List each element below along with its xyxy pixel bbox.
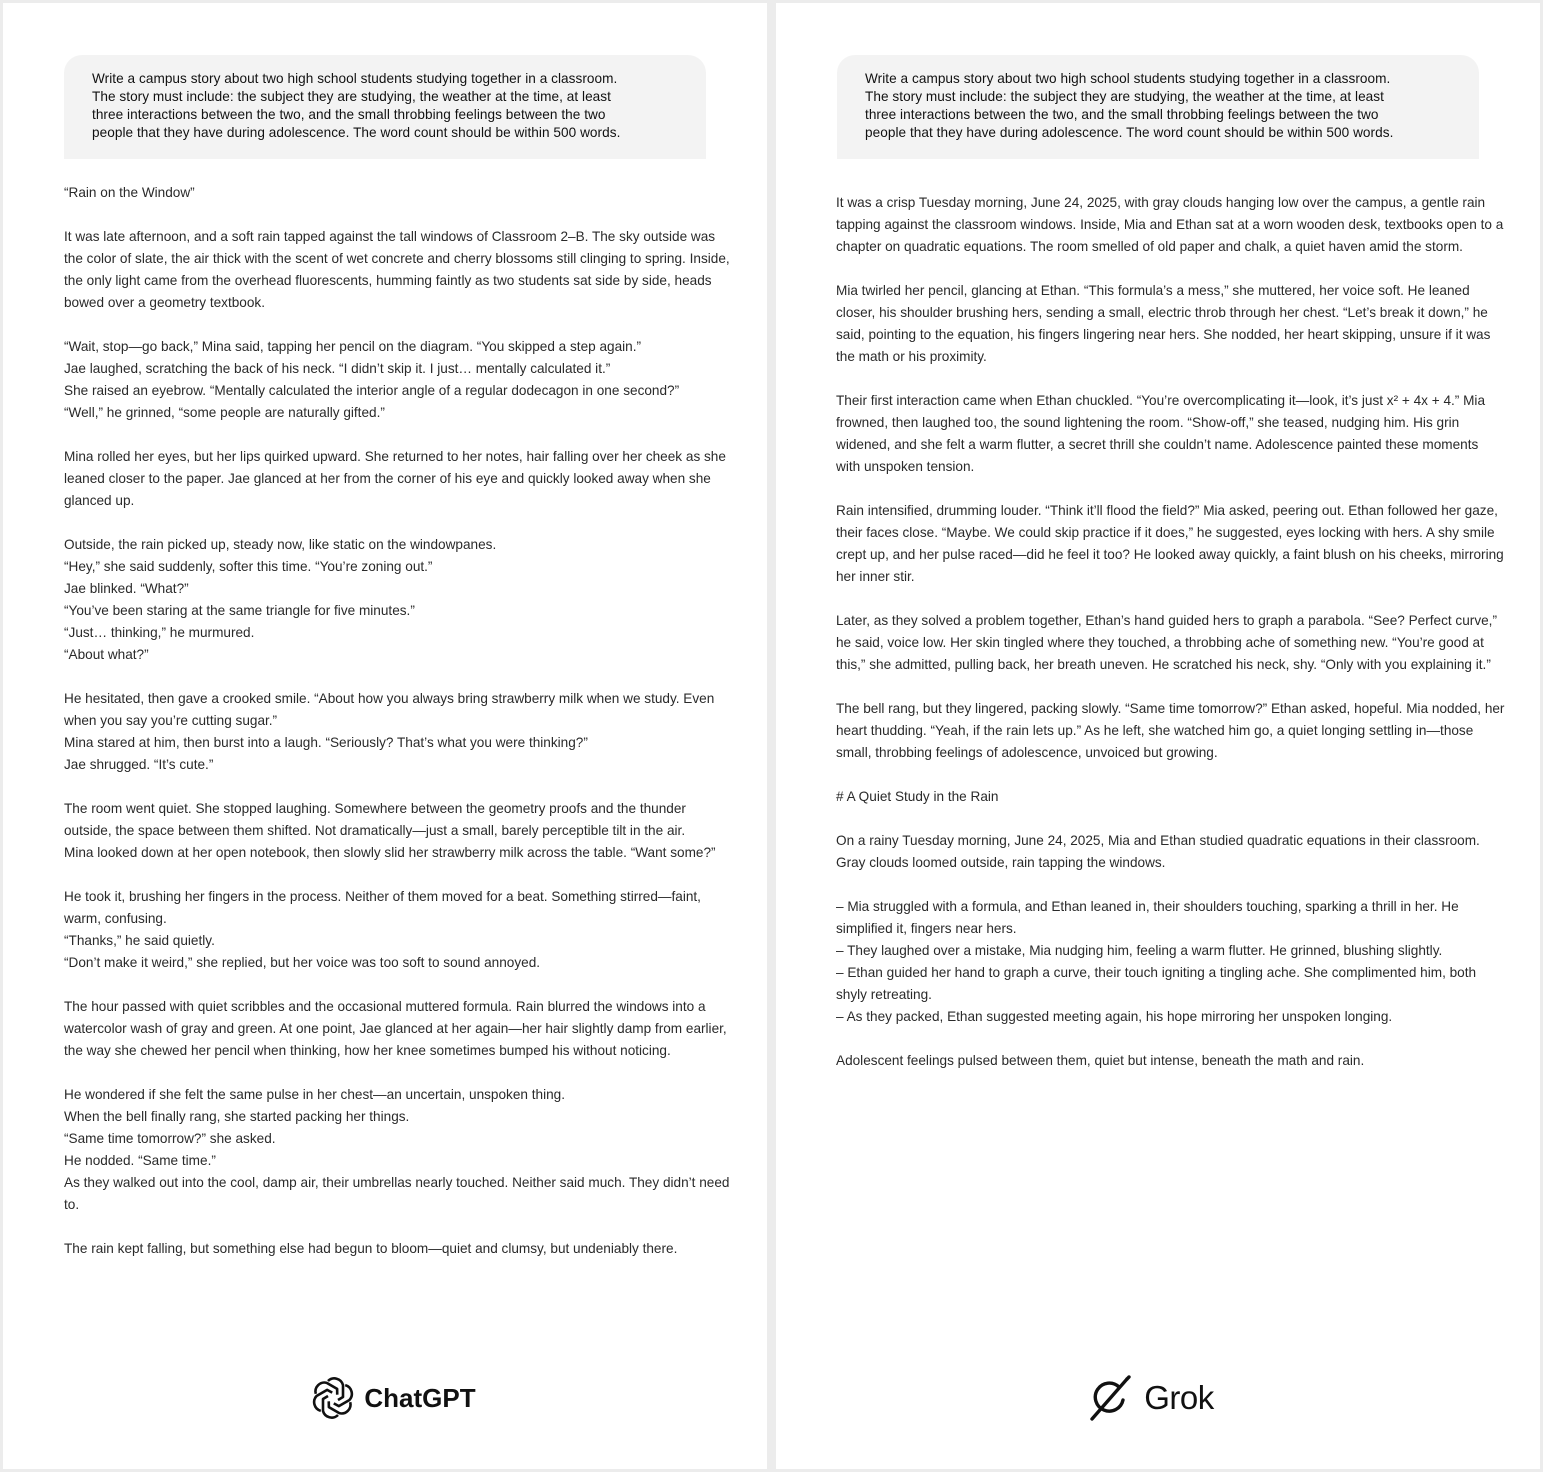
response-paragraph: He took it, brushing her fingers in the process. Neither of them moved for a beat. Something stirred—faint, warm, confusing. “Thanks,” he said quietly. “Don’t make it weird,” she replied, but her voice was too soft to sound annoyed. [64,889,701,970]
grok-brand-name: Grok [1144,1379,1214,1416]
chatgpt-response [64,182,734,1260]
response-paragraph: Mia twirled her pencil, glancing at Ethan. “This formula’s a mess,” she muttered, her voice soft. He leaned closer, his shoulder brushing hers, sending a small, electric throb through her chest. “Let’s break it down,” he said, pointing to the equation, his fingers lingering near hers. She nodded, her heart skipping, unsure if it was the math or his proximity. [836,283,1491,364]
chatgpt-panel [3,3,767,1469]
response-title: “Rain on the Window” [64,185,195,200]
chatgpt-brand [3,1371,767,1425]
response-paragraph: It was a crisp Tuesday morning, June 24, 2025, with gray clouds hanging low over the campus, a gentle rain tapping against the classroom windows. Inside, Mia and Ethan sat at a worn wooden desk, textbooks open to a chapter on quadratic equations. The room smelled of old paper and chalk, a quiet haven amid the storm. [836,195,1504,254]
response-paragraph: On a rainy Tuesday morning, June 24, 2025, Mia and Ethan studied quadratic equations in their classroom. Gray clouds loomed outside, rain tapping the windows. [836,833,1480,870]
response-paragraph: Rain intensified, drumming louder. “Think it’ll flood the field?” Mia asked, peering out. Ethan followed her gaze, their faces close. “Maybe. We could skip practice if it does,” he suggested, eyes locking with hers. A shy smile crept up, and her pulse raced—did he feel it too? He looked away quickly, a faint blush on his cheeks, mirroring her inner stir. [836,503,1504,584]
response-paragraph: The rain kept falling, but something else had begun to bloom—quiet and clumsy, but undeniably there. [64,1241,678,1256]
grok-brand [776,1371,1540,1425]
user-prompt-text: Write a campus story about two high school students studying together in a classroom. The story must include: the subject they are studying, the weather at the time, at least three interactions between the two, and the small throbbing feelings between the two people that they have during adolescence. The word count should be within 500 words. [92,71,621,140]
response-paragraph: Their first interaction came when Ethan chuckled. “You’re overcomplicating it—look, it’s just x² + 4x + 4.” Mia frowned, then laughed too, the sound lightening the room. “Show-off,” she teased, nudging him. His grin widened, and she felt a warm flutter, a secret thrill she couldn’t name. Adolescence painted these moments with unspoken tension. [836,393,1486,474]
response-paragraph: Adolescent feelings pulsed between them, quiet but intense, beneath the math and rain. [836,1053,1365,1068]
grok-response [836,192,1506,1072]
user-prompt-bubble [64,55,706,159]
grok-panel [776,3,1540,1469]
response-paragraph: It was late afternoon, and a soft rain tapped against the tall windows of Classroom 2–B. The sky outside was the color of slate, the air thick with the scent of wet concrete and cherry blossoms still clinging to spring. Inside, the only light came from the overhead fluorescents, humming faintly as two students sat side by side, heads bowed over a geometry textbook. [64,229,730,310]
response-paragraph: He hesitated, then gave a crooked smile. “About how you always bring strawberry milk when we study. Even when you say you’re cutting sugar.” Mina stared at him, then burst into a laugh. “Seriously? That’s what you were thinking?” Jae shrugged. “It’s cute.” [64,691,715,772]
openai-logo-icon [310,1375,356,1421]
user-prompt-text: Write a campus story about two high school students studying together in a classroom. The story must include: the subject they are studying, the weather at the time, at least three interactions between the two, and the small throbbing feelings between the two people that they have during adolescence. The word count should be within 500 words. [865,71,1394,140]
response-paragraph: Later, as they solved a problem together, Ethan’s hand guided hers to graph a parabola. “See? Perfect curve,” he said, voice low. Her skin tingled where they touched, a throbbing ache of something new. “You’re good at this,” she admitted, pulling back, her breath uneven. He scratched his neck, shy. “Only with you explaining it.” [836,613,1497,672]
response-list: – Mia struggled with a formula, and Ethan leaned in, their shoulders touching, sparking a thrill in her. He simplified it, fingers near hers. – They laughed over a mistake, Mia nudging him, feeling a warm flutter. He grinned, blushing slightly. – Ethan guided her hand to graph a curve, their touch igniting a tingling ache. She complimented him, both shyly retreating. – As they packed, Ethan suggested meeting again, his hope mirroring her unspoken longing. [836,899,1477,1024]
response-paragraph: Outside, the rain picked up, steady now, like static on the windowpanes. “Hey,” she said suddenly, softer this time. “You’re zoning out.” Jae blinked. “What?” “You’ve been staring at the same triangle for five minutes.” “Just… thinking,” he murmured. “About what?” [64,537,497,662]
response-paragraph: The room went quiet. She stopped laughing. Somewhere between the geometry proofs and the thunder outside, the space between them shifted. Not dramatically—just a small, barely perceptible tilt in the air. Mina looked down at her open notebook, then slowly slid her strawberry milk across the table. “Want some?” [64,801,716,860]
user-prompt-bubble [837,55,1479,159]
response-paragraph: He wondered if she felt the same pulse in her chest—an uncertain, unspoken thing. When the bell finally rang, she started packing her things. “Same time tomorrow?” she asked. He nodded. “Same time.” As they walked out into the cool, damp air, their umbrellas nearly touched. Neither said much. They didn’t need to. [64,1087,730,1212]
response-paragraph: The hour passed with quiet scribbles and the occasional muttered formula. Rain blurred the windows into a watercolor wash of gray and green. At one point, Jae glanced at her again—her hair slightly damp from earlier, the way she chewed her pencil when thinking, how her knee sometimes bumped his without noticing. [64,999,727,1058]
response-paragraph: “Wait, stop—go back,” Mina said, tapping her pencil on the diagram. “You skipped a step again.” Jae laughed, scratching the back of his neck. “I didn’t skip it. I just… mentally calculated it.” She raised an eyebrow. “Mentally calculated the interior angle of a regular dodecagon in one second?” “Well,” he grinned, “some people are naturally gifted.” [64,339,680,420]
chatgpt-brand-name: ChatGPT [364,1382,476,1413]
response-paragraph: Mina rolled her eyes, but her lips quirked upward. She returned to her notes, hair falling over her cheek as she leaned closer to the paper. Jae glanced at her from the corner of his eye and quickly looked away when she glanced up. [64,449,726,508]
response-heading: # A Quiet Study in the Rain [836,789,999,804]
response-paragraph: The bell rang, but they lingered, packing slowly. “Same time tomorrow?” Ethan asked, hopeful. Mia nodded, her heart thudding. “Yeah, if the rain lets up.” As he left, she watched him go, a quiet longing settling in—those small, throbbing feelings of adolescence, unvoiced but growing. [836,701,1505,760]
grok-logo-icon [1086,1373,1136,1423]
